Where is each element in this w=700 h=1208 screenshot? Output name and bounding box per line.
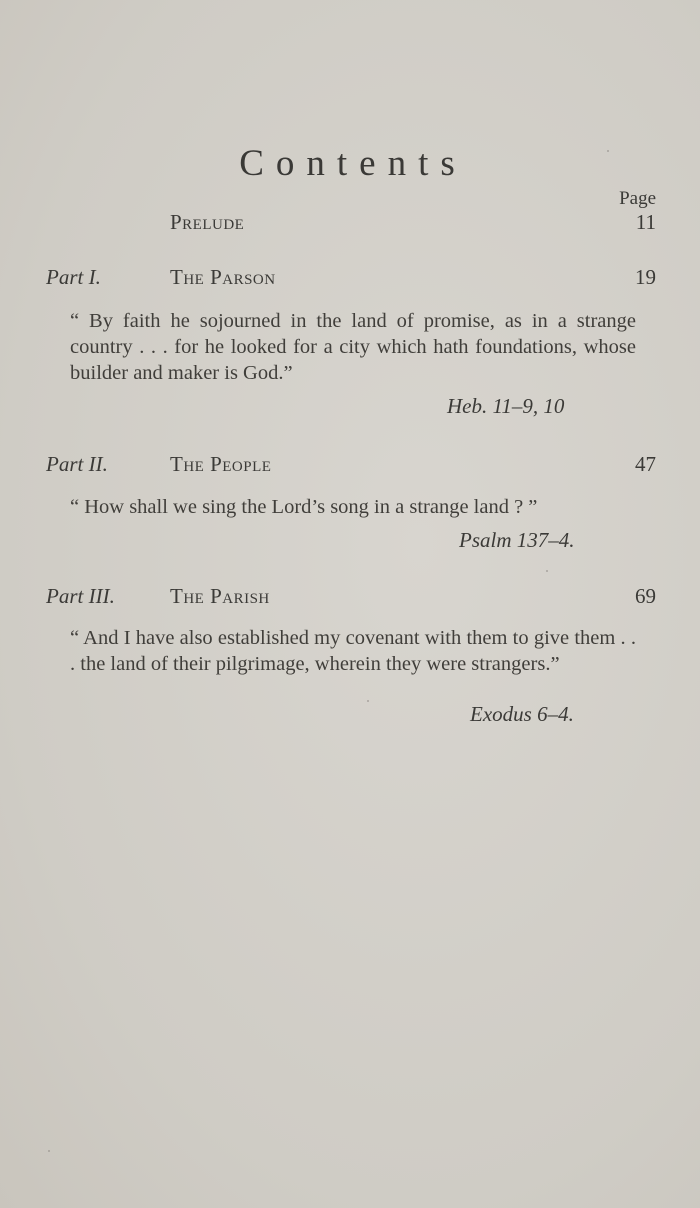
epigraph-quote: “ By faith he sojourned in the land of promise, as in a strange country . . . for he looked for a city which hath foundations, whose builder and maker is God.” — [70, 310, 636, 384]
page-title: Contents — [239, 143, 467, 184]
epigraph-citation: Exodus 6–4. — [470, 702, 574, 726]
toc-entry-prelude — [46, 210, 656, 238]
toc-entry-page: 69 — [635, 584, 656, 608]
toc-entry-page: 11 — [635, 210, 656, 234]
toc-entry-part-2 — [46, 452, 656, 480]
toc-entry-name: The Parish — [170, 584, 270, 608]
toc-entry-name: The People — [170, 452, 272, 476]
toc-entry-part-label: Part III. — [46, 584, 115, 608]
toc-entry-page: 47 — [635, 452, 656, 476]
paper-speck — [607, 150, 609, 152]
toc-entry-part-3 — [46, 584, 656, 612]
epigraph-quote: “ How shall we sing the Lord’s song in a strange land ? ” — [70, 496, 538, 518]
epigraph-citation: Psalm 137–4. — [459, 528, 575, 552]
paper-speck — [546, 570, 548, 572]
toc-entry-part-label: Part II. — [46, 452, 108, 476]
epigraph-quote: “ And I have also established my covenant with them to give them . . . the land of their pilgrimage, wherein they were strangers.” — [70, 627, 636, 675]
toc-entry-part-1 — [46, 265, 656, 293]
toc-entry-part-label: Part I. — [46, 265, 101, 289]
page-column-heading: Page — [619, 188, 656, 209]
toc-entry-name: Prelude — [170, 210, 245, 234]
paper-speck — [48, 1150, 50, 1152]
toc-entry-name: The Parson — [170, 265, 276, 289]
toc-entry-page: 19 — [635, 265, 656, 289]
paper-speck — [367, 700, 369, 702]
epigraph-citation: Heb. 11–9, 10 — [447, 394, 565, 418]
